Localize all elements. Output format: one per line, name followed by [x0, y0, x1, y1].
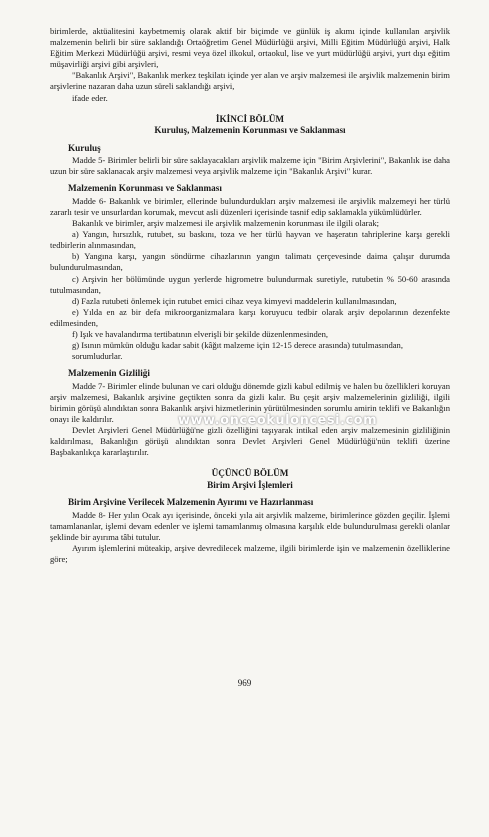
- item-f: f) Işık ve havalandırma tertibatının elverişli bir şekilde düzenlenmesinden,: [72, 328, 329, 339]
- section-3-subtitle: Birim Arşivi İşlemleri: [207, 479, 293, 490]
- item-b: b) Yangına karşı, yangın söndürme cihazlarının yangın talimatı çerçevesinde daima çalışır durumda bulundurulmasından,: [50, 251, 450, 273]
- item-e: e) Yılda en az bir defa mikroorganizmalara karşı koruyucu tedbir olarak arşiv depolarının dezenfekte edilmesinden,: [50, 306, 450, 328]
- item-d: d) Fazla rutubeti önlemek için rutubet emici cihaz veya kimyevi maddelerin kullanılmasından,: [72, 295, 397, 306]
- article-8-b: Ayırım işlemlerini müteakip, arşive devredilecek malzeme, ilgili birimlerde işin ve malzemenin özelliklerine göre;: [50, 543, 450, 565]
- watermark: www.onceokuloncesi.com: [178, 413, 378, 428]
- section-3-title: ÜÇÜNCÜ BÖLÜM: [211, 468, 289, 479]
- intro-paragraph-1: birimlerde, aktüalitesini kaybetmemiş olarak aktif bir biçimde ve günlük iş akımı içinde kullanılan arşivlik malzemenin belirli bir süre saklandığı Ortaöğretim Genel Müdürlüğü arşivi, Milli Eğitim Müdürlüğü arşivi, Halk Eğitim Merkezi Müdürlüğü arşivi, resmi veya özel ilkokul, ortaokul, lise ve yurt müdürlüğü arşivi, yurt dışı eğitim müşavirliği arşivi gibi arşivleri,: [50, 26, 450, 70]
- intro-paragraph-2: "Bakanlık Arşivi", Bakanlık merkez teşkilatı içinde yer alan ve arşiv malzemesi ile arşivlik malzemenin birim arşivlerine nazaran daha uzun süreli saklandığı arşivi,: [50, 70, 450, 92]
- section-2-subtitle: Kuruluş, Malzemenin Korunması ve Saklanması: [154, 125, 346, 136]
- heading-gizlilik: Malzemenin Gizliliği: [68, 368, 150, 379]
- article-6-closing: sorumludurlar.: [72, 351, 123, 362]
- heading-kurulus: Kuruluş: [68, 142, 101, 153]
- section-2-title: İKİNCİ BÖLÜM: [215, 113, 285, 124]
- article-7-b: Devlet Arşivleri Genel Müdürlüğü'ne gizli özelliğini taşıyarak intikal eden arşiv malzemesinin gizliliğinin kaldırılması, Bakanlığın görüşü alındıktan sonra Devlet Arşivleri Genel Müdürlüğü'nün teklifi üzerine Başbakanlıkça kararlaştırılır.: [50, 425, 450, 458]
- page-number: 969: [237, 678, 252, 688]
- heading-koruma: Malzemenin Korunması ve Saklanması: [68, 183, 222, 194]
- intro-paragraph-3: ifade eder.: [72, 92, 108, 103]
- article-5: Madde 5- Birimler belirli bir süre saklayacakları arşivlik malzeme için "Birim Arşivlerini", Bakanlık ise daha uzun bir süre saklanacak arşiv malzemesi veya arşivlik malzeme için "Bakanlık Arşivi" kurar.: [50, 155, 450, 177]
- item-c: c) Arşivin her bölümünde uygun yerlerde higrometre bulundurmak suretiyle, rutubetin % 50-60 arasında tutulmasından,: [50, 273, 450, 295]
- item-g: g) Isının mümkün olduğu kadar sabit (kâğıt malzeme için 12-15 derece arasında) tutulmasından,: [72, 340, 404, 351]
- heading-ayirim: Birim Arşivine Verilecek Malzemenin Ayırımı ve Hazırlanması: [68, 497, 314, 508]
- article-6-intro: Bakanlık ve birimler, arşiv malzemesi ile arşivlik malzemenin korunması ile ilgili olarak;: [72, 218, 380, 229]
- page-body: [50, 26, 450, 565]
- article-8: Madde 8- Her yılın Ocak ayı içerisinde, önceki yıla ait arşivlik malzeme, birimlerince gözden geçilir. İşlemi tamamlananlar, işlemi devam edenler ve işlemi tamamlanmış olmasına karşılık elde bulundurulması gerekli olanlar şeklinde bir ayırıma tâbi tutulur.: [50, 509, 450, 543]
- article-6: Madde 6- Bakanlık ve birimler, ellerinde bulundurdukları arşiv malzemesi ile arşivlik malzemeyi her türlü zararlı tesir ve unsurlardan korumak, mevcut asli düzenleri içerisinde tasnif edip saklamakla yükümlüdürler.: [50, 195, 450, 217]
- article-7: Madde 7- Birimler elinde bulunan ve cari olduğu dönemde gizli kabul edilmiş ve halen bu özellikleri koruyan arşiv malzemesi, Bakanlık arşivine geçtikten sonra da gizli kalır. Bu çeşit arşiv malzemelerinin gizliliği, ilgili birimin görüşü alındıktan sonra Bakanlık arşivi hizmetlerinin yürütülmesinden sorumlu amirin teklifi ve Bakanlığın onayı ile kaldırılır.: [50, 380, 450, 425]
- item-a: a) Yangın, hırsızlık, rutubet, su baskını, toza ve her türlü hayvan ve haşeratın tahriplerine karşı gerekli tedbirlerin alınmasından,: [50, 229, 450, 251]
